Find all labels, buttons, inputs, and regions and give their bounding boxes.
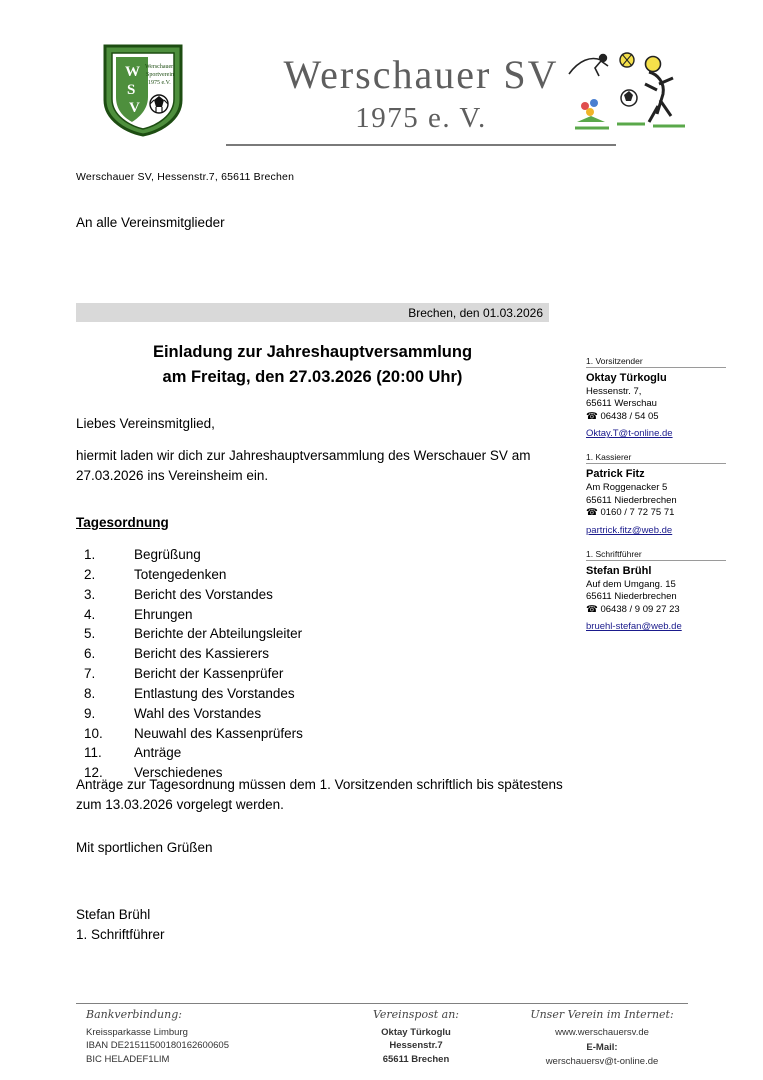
contact-role: 1. Vorsitzender: [586, 356, 643, 366]
agenda-number: 1.: [84, 547, 96, 562]
agenda-label: Verschiedenes: [134, 765, 223, 781]
svg-text:1975 e.V.: 1975 e.V.: [148, 80, 171, 86]
list-item: [76, 664, 496, 684]
agenda-label: Neuwahl des Kassenprüfers: [134, 725, 303, 741]
divider: [586, 463, 726, 464]
divider: [586, 367, 726, 368]
list-item: [76, 684, 496, 704]
club-name: Werschauer SV: [283, 52, 559, 97]
list-item: [76, 624, 496, 644]
list-item: [76, 585, 496, 605]
date-bar: [76, 303, 549, 322]
footer-mail-city: 65611 Brechen: [382, 1053, 450, 1065]
intro-paragraph: hiermit laden wir dich zur Jahreshauptversammlung des Werschauer SV am 27.03.2026 ins Vereinsheim ein.: [76, 448, 531, 483]
agenda-number: 11.: [84, 745, 102, 761]
contact-email-link[interactable]: Oktay.T@t-online.de: [586, 428, 673, 440]
footer-bank-heading: Bankverbindung:: [86, 1008, 182, 1021]
headline-line-2: am Freitag, den 27.03.2026 (20:00 Uhr): [162, 367, 463, 386]
footer-bank-column: [86, 1008, 316, 1066]
footer-web-heading: Unser Verein im Internet:: [530, 1008, 674, 1021]
contact-secretary: [586, 549, 726, 634]
contact-street: Am Roggenacker 5: [586, 482, 668, 494]
contact-role: 1. Schriftführer: [586, 548, 642, 559]
agenda-number: 12.: [84, 765, 103, 781]
contact-name: Patrick Fitz: [586, 468, 645, 481]
svg-text:Sportverein: Sportverein: [146, 72, 174, 78]
svg-text:V: V: [129, 100, 140, 116]
date-text: Brechen, den 01.03.2026: [408, 306, 543, 320]
list-item: [76, 644, 496, 664]
regards-line: Mit sportlichen Grüßen: [76, 840, 213, 855]
headline-line-1: Einladung zur Jahreshauptversammlung: [152, 343, 473, 361]
return-address: Werschauer SV, Hessenstr.7, 65611 Brechen: [76, 171, 295, 183]
divider: [586, 560, 726, 561]
letterhead: [76, 34, 688, 146]
agenda-label: Wahl des Vorstandes: [134, 705, 262, 721]
list-item: [76, 704, 496, 724]
agenda-label: Bericht des Vorstandes: [134, 586, 273, 602]
agenda-number: 4.: [84, 606, 96, 622]
contact-phone: ☎ 06438 / 54 05: [586, 410, 659, 422]
agenda-label: Ehrungen: [134, 606, 193, 622]
footer-bank-iban: IBAN DE21511500180162600605: [86, 1040, 229, 1052]
contact-phone: ☎ 0160 / 7 72 75 71: [586, 507, 675, 519]
title-divider: [226, 144, 616, 146]
page-title: [76, 340, 549, 390]
footer-email-label: E-Mail:: [586, 1042, 618, 1054]
salutation: Liebes Vereinsmitglied,: [76, 416, 215, 431]
list-item: [76, 545, 496, 565]
svg-text:W: W: [125, 64, 140, 80]
agenda-number: 5.: [84, 626, 96, 642]
agenda-label: Anträge: [134, 745, 182, 761]
agenda-heading: Tagesordnung: [76, 515, 169, 530]
agenda-number: 3.: [84, 586, 96, 602]
footer-website-link[interactable]: www.werschauersv.de: [555, 1027, 649, 1038]
agenda-number: 6.: [84, 646, 96, 662]
footer-email-link[interactable]: werschauersv@t-online.de: [545, 1055, 659, 1067]
contact-treasurer: [586, 452, 726, 537]
footer-mail-heading: Vereinspost an:: [372, 1008, 460, 1021]
contact-city: 65611 Werschau: [586, 398, 657, 410]
contact-sidebar: [586, 356, 726, 645]
sports-illustration-icon: [561, 44, 689, 136]
footer-bank-bic: BIC HELADEF1LIM: [86, 1053, 170, 1065]
recipient-line: An alle Vereinsmitglieder: [76, 215, 225, 230]
list-item: [76, 724, 496, 744]
list-item: [76, 743, 496, 763]
contact-chairman: [586, 356, 726, 441]
contact-city: 65611 Niederbrechen: [586, 591, 677, 603]
page-footer: [76, 1008, 688, 1080]
contact-street: Auf dem Umgang. 15: [586, 578, 676, 590]
signature-block: [76, 905, 165, 944]
contact-phone: ☎ 06438 / 9 09 27 23: [586, 603, 680, 615]
contact-name: Oktay Türkoglu: [586, 372, 667, 384]
footer-mail-column: [326, 1008, 506, 1066]
agenda-label: Entlastung des Vorstandes: [134, 685, 295, 701]
club-year: 1975 e. V.: [355, 102, 487, 134]
footer-mail-street: Hessenstr.7: [389, 1040, 443, 1052]
list-item: [76, 605, 496, 625]
footer-web-column: [516, 1008, 688, 1068]
agenda-number: 2.: [84, 566, 96, 582]
agenda-label: Bericht der Kassenprüfer: [134, 666, 284, 682]
contact-email-link[interactable]: partrick.fitz@web.de: [586, 524, 673, 536]
footer-divider: [76, 1003, 688, 1004]
closing-note: Anträge zur Tagesordnung müssen dem 1. Vorsitzenden schriftlich bis spätestens zum 13.03.2026 vorgelegt werden.: [76, 777, 563, 812]
club-title-block: [226, 54, 616, 138]
agenda-number: 8.: [84, 685, 96, 701]
contact-email-link[interactable]: bruehl-stefan@web.de: [586, 621, 682, 633]
svg-text:S: S: [127, 82, 136, 98]
club-crest-icon: [101, 42, 185, 138]
signature-role: 1. Schriftführer: [76, 926, 165, 942]
agenda-number: 9.: [84, 705, 96, 721]
svg-text:Werschauer: Werschauer: [145, 64, 174, 70]
agenda-number: 7.: [84, 666, 96, 682]
agenda-list: [76, 545, 496, 783]
list-item: [76, 565, 496, 585]
signature-name: Stefan Brühl: [76, 907, 151, 922]
contact-role: 1. Kassierer: [586, 452, 632, 463]
footer-mail-name: Oktay Türkoglu: [381, 1027, 451, 1038]
agenda-label: Totengedenken: [134, 566, 227, 582]
footer-bank-name: Kreissparkasse Limburg: [86, 1027, 188, 1038]
agenda-label: Berichte der Abteilungsleiter: [134, 626, 303, 642]
agenda-label: Begrüßung: [134, 547, 201, 562]
agenda-number: 10.: [84, 725, 103, 741]
contact-city: 65611 Niederbrechen: [586, 494, 677, 506]
agenda-label: Bericht des Kassierers: [134, 646, 270, 662]
contact-name: Stefan Brühl: [586, 564, 652, 577]
contact-street: Hessenstr. 7,: [586, 385, 642, 397]
